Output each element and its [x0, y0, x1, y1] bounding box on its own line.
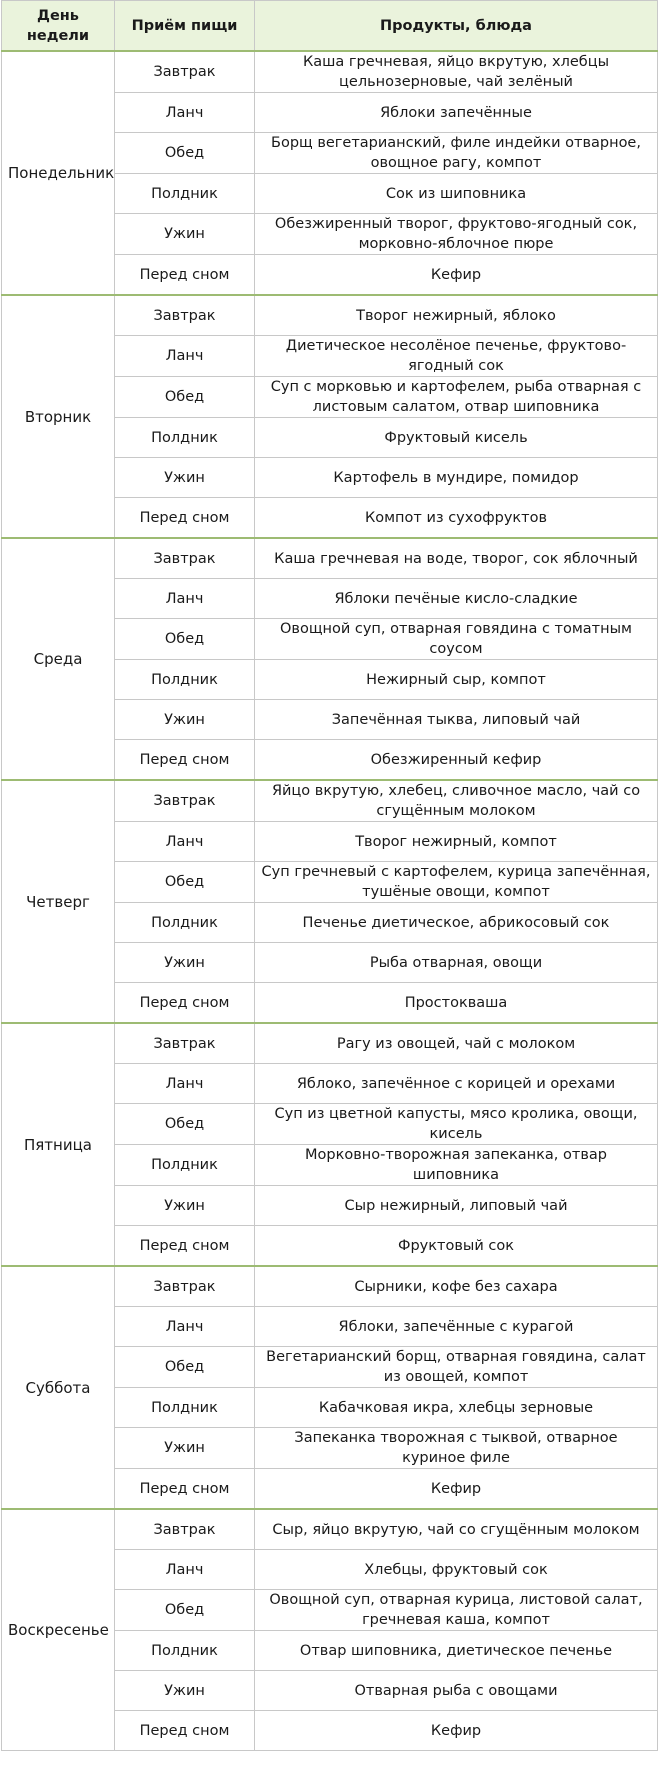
day-cell: Суббота: [2, 1266, 115, 1509]
meal-cell: Завтрак: [115, 1509, 255, 1550]
food-cell: Рагу из овощей, чай с молоком: [255, 1023, 658, 1064]
meal-cell: Ланч: [115, 336, 255, 377]
meal-cell: Завтрак: [115, 1023, 255, 1064]
meal-cell: Завтрак: [115, 780, 255, 822]
table-row: [2, 295, 658, 336]
food-cell: Отвар шиповника, диетическое печенье: [255, 1631, 658, 1671]
meal-cell: Ланч: [115, 1064, 255, 1104]
food-cell: Борщ вегетарианский, филе индейки отварное, овощное рагу, компот: [255, 133, 658, 174]
food-cell: Нежирный сыр, компот: [255, 660, 658, 700]
meal-cell: Ланч: [115, 579, 255, 619]
day-cell: Вторник: [2, 295, 115, 538]
meal-cell: Полдник: [115, 660, 255, 700]
meal-cell: Ужин: [115, 1428, 255, 1469]
food-cell: Печенье диетическое, абрикосовый сок: [255, 903, 658, 943]
table-header-row: [2, 1, 658, 52]
day-cell: Воскресенье: [2, 1509, 115, 1751]
food-cell: Яблоки, запечённые с курагой: [255, 1307, 658, 1347]
meal-cell: Ланч: [115, 1307, 255, 1347]
food-cell: Кабачковая икра, хлебцы зерновые: [255, 1388, 658, 1428]
food-cell: Сыр нежирный, липовый чай: [255, 1186, 658, 1226]
food-cell: Яйцо вкрутую, хлебец, сливочное масло, чай со сгущённым молоком: [255, 780, 658, 822]
meal-cell: Полдник: [115, 174, 255, 214]
meal-cell: Ужин: [115, 1186, 255, 1226]
food-cell: Суп гречневый с картофелем, курица запечённая, тушёные овощи, компот: [255, 862, 658, 903]
food-cell: Каша гречневая на воде, творог, сок яблочный: [255, 538, 658, 579]
food-cell: Яблоки запечённые: [255, 93, 658, 133]
food-cell: Обезжиренный творог, фруктово-ягодный сок, морковно-яблочное пюре: [255, 214, 658, 255]
meal-cell: Полдник: [115, 903, 255, 943]
day-cell: Среда: [2, 538, 115, 780]
food-cell: Фруктовый сок: [255, 1226, 658, 1267]
food-cell: Яблоко, запечённое с корицей и орехами: [255, 1064, 658, 1104]
meal-cell: Завтрак: [115, 51, 255, 93]
meal-cell: Завтрак: [115, 538, 255, 579]
meal-cell: Полдник: [115, 418, 255, 458]
meal-cell: Полдник: [115, 1388, 255, 1428]
food-cell: Отварная рыба с овощами: [255, 1671, 658, 1711]
header-meal: Приём пищи: [115, 1, 255, 52]
food-cell: Картофель в мундире, помидор: [255, 458, 658, 498]
header-food: Продукты, блюда: [255, 1, 658, 52]
meal-cell: Обед: [115, 619, 255, 660]
food-cell: Компот из сухофруктов: [255, 498, 658, 539]
table-row: [2, 1266, 658, 1307]
food-cell: Хлебцы, фруктовый сок: [255, 1550, 658, 1590]
food-cell: Сок из шиповника: [255, 174, 658, 214]
meal-cell: Перед сном: [115, 1469, 255, 1510]
meal-cell: Ланч: [115, 93, 255, 133]
food-cell: Запеканка творожная с тыквой, отварное куриное филе: [255, 1428, 658, 1469]
food-cell: Кефир: [255, 255, 658, 296]
food-cell: Яблоки печёные кисло-сладкие: [255, 579, 658, 619]
food-cell: Морковно-творожная запеканка, отвар шиповника: [255, 1145, 658, 1186]
meal-cell: Полдник: [115, 1631, 255, 1671]
food-cell: Вегетарианский борщ, отварная говядина, салат из овощей, компот: [255, 1347, 658, 1388]
meal-cell: Обед: [115, 1590, 255, 1631]
food-cell: Суп с морковью и картофелем, рыба отварная с листовым салатом, отвар шиповника: [255, 377, 658, 418]
day-cell: Понедельник: [2, 51, 115, 295]
meal-cell: Перед сном: [115, 498, 255, 539]
food-cell: Фруктовый кисель: [255, 418, 658, 458]
table-row: [2, 538, 658, 579]
food-cell: Запечённая тыква, липовый чай: [255, 700, 658, 740]
food-cell: Кефир: [255, 1711, 658, 1751]
meal-cell: Ланч: [115, 1550, 255, 1590]
meal-cell: Полдник: [115, 1145, 255, 1186]
meal-cell: Ужин: [115, 1671, 255, 1711]
food-cell: Простокваша: [255, 983, 658, 1024]
day-cell: Пятница: [2, 1023, 115, 1266]
meal-cell: Перед сном: [115, 255, 255, 296]
food-cell: Сырники, кофе без сахара: [255, 1266, 658, 1307]
meal-cell: Ланч: [115, 822, 255, 862]
meal-cell: Перед сном: [115, 1226, 255, 1267]
food-cell: Рыба отварная, овощи: [255, 943, 658, 983]
meal-cell: Завтрак: [115, 1266, 255, 1307]
meal-cell: Ужин: [115, 214, 255, 255]
table-row: [2, 1509, 658, 1550]
table-row: [2, 780, 658, 822]
meal-cell: Ужин: [115, 458, 255, 498]
food-cell: Творог нежирный, компот: [255, 822, 658, 862]
food-cell: Диетическое несолёное печенье, фруктово-ягодный сок: [255, 336, 658, 377]
food-cell: Каша гречневая, яйцо вкрутую, хлебцы цельнозерновые, чай зелёный: [255, 51, 658, 93]
day-cell: Четверг: [2, 780, 115, 1023]
food-cell: Овощной суп, отварная курица, листовой салат, гречневая каша, компот: [255, 1590, 658, 1631]
food-cell: Овощной суп, отварная говядина с томатным соусом: [255, 619, 658, 660]
meal-cell: Обед: [115, 1347, 255, 1388]
meal-cell: Обед: [115, 133, 255, 174]
meal-cell: Ужин: [115, 700, 255, 740]
meal-cell: Обед: [115, 377, 255, 418]
meal-cell: Ужин: [115, 943, 255, 983]
table-body: [2, 51, 658, 1751]
meal-cell: Перед сном: [115, 983, 255, 1024]
meal-cell: Обед: [115, 1104, 255, 1145]
table-row: [2, 51, 658, 93]
food-cell: Кефир: [255, 1469, 658, 1510]
weekly-menu-table: [1, 0, 658, 1751]
table-row: [2, 1023, 658, 1064]
food-cell: Творог нежирный, яблоко: [255, 295, 658, 336]
meal-cell: Перед сном: [115, 1711, 255, 1751]
meal-cell: Перед сном: [115, 740, 255, 781]
food-cell: Обезжиренный кефир: [255, 740, 658, 781]
header-day: День недели: [2, 1, 115, 52]
meal-cell: Обед: [115, 862, 255, 903]
food-cell: Суп из цветной капусты, мясо кролика, овощи, кисель: [255, 1104, 658, 1145]
meal-cell: Завтрак: [115, 295, 255, 336]
food-cell: Сыр, яйцо вкрутую, чай со сгущённым молоком: [255, 1509, 658, 1550]
